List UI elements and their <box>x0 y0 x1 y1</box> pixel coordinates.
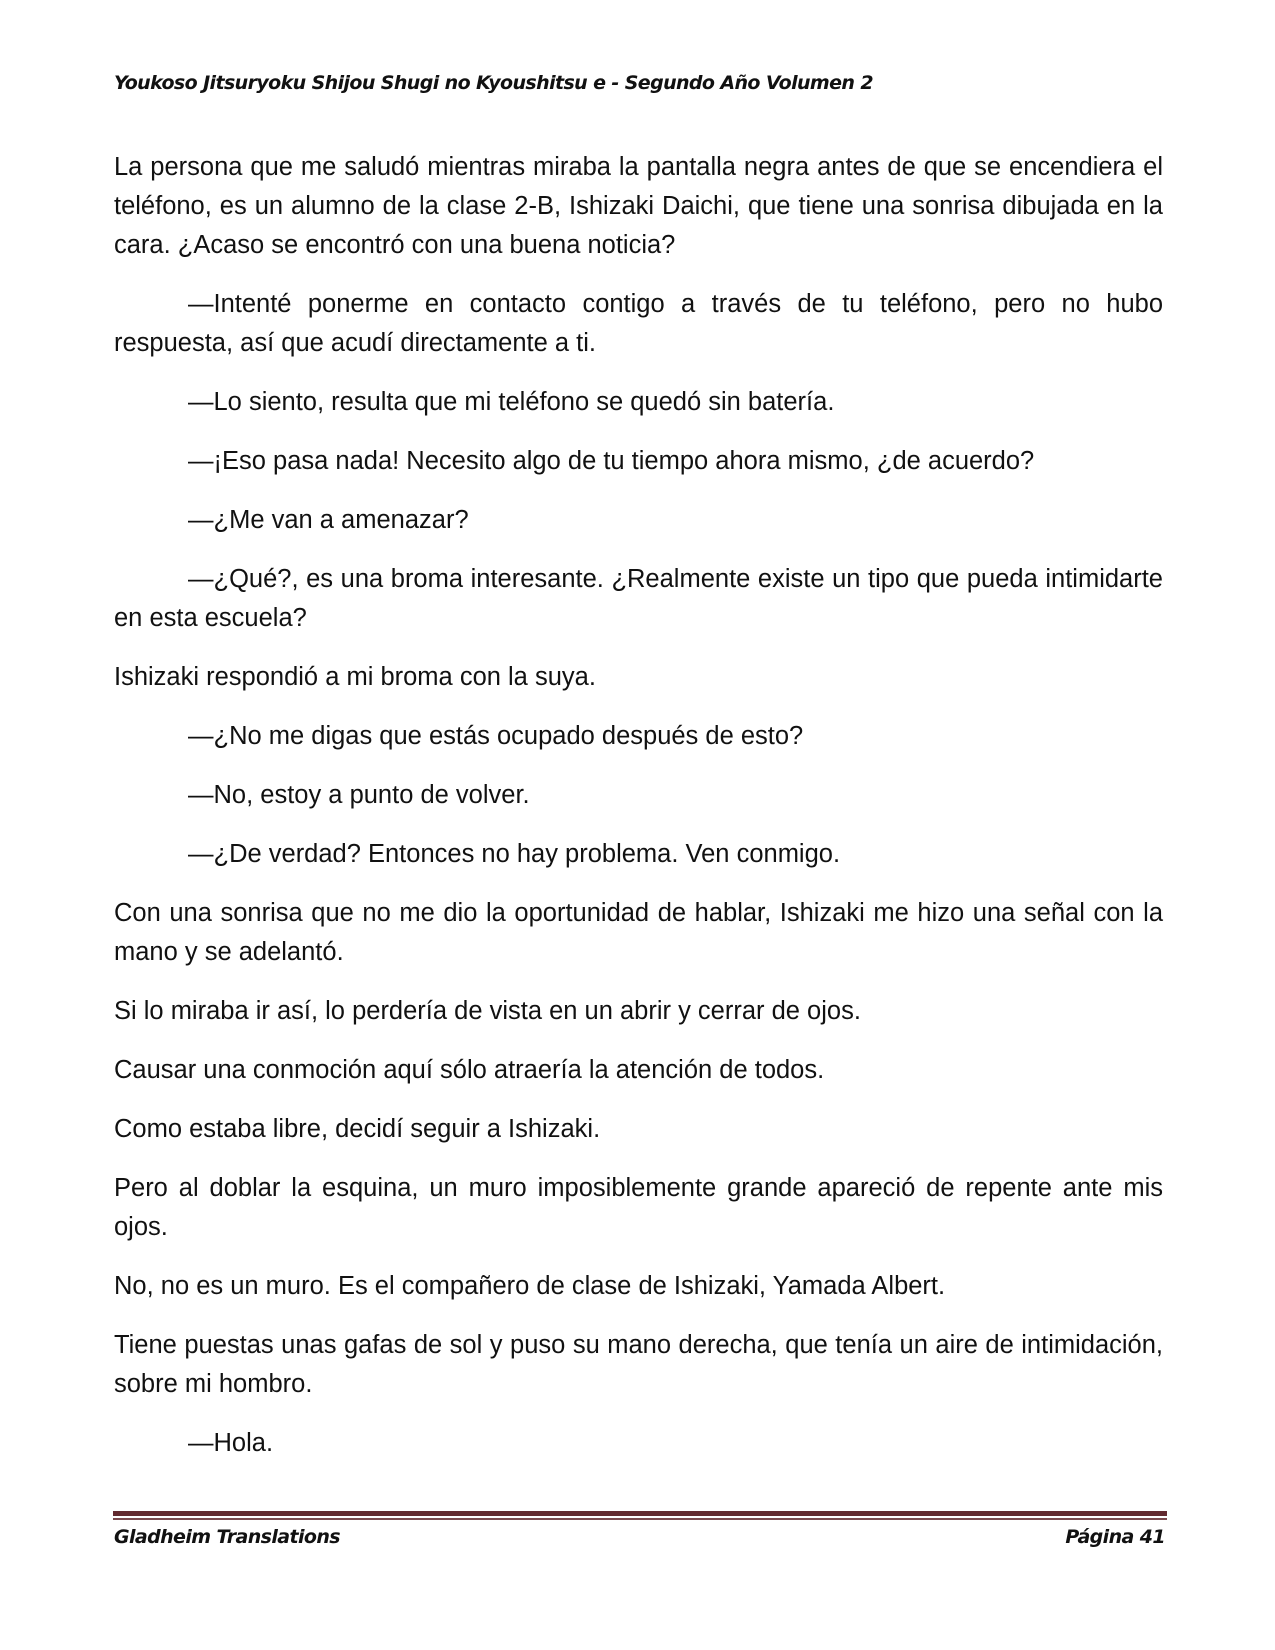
narration-paragraph: La persona que me saludó mientras miraba la pantalla negra antes de que se encendiera el teléfono, es un alumno de la clase 2-B, Ishizaki Daichi, que tiene una sonrisa dibujada en la cara. ¿Acaso se encontró con una buena noticia? <box>114 153 1163 259</box>
dialogue-paragraph: —¿De verdad? Entonces no hay problema. Ven conmigo. <box>188 840 841 868</box>
footer-rule-thin <box>113 1518 1167 1520</box>
dialogue-paragraph: —¿No me digas que estás ocupado después de esto? <box>188 722 804 750</box>
dialogue-paragraph: —Hola. <box>188 1429 274 1457</box>
dialogue-paragraph: —Lo siento, resulta que mi teléfono se quedó sin batería. <box>188 388 835 416</box>
narration-paragraph: Pero al doblar la esquina, un muro imposiblemente grande apareció de repente ante mis ojos. <box>114 1174 1163 1241</box>
narration-paragraph: Si lo miraba ir así, lo perdería de vista en un abrir y cerrar de ojos. <box>114 997 861 1025</box>
dialogue-paragraph: —¿Me van a amenazar? <box>188 506 469 534</box>
narration-paragraph: No, no es un muro. Es el compañero de clase de Ishizaki, Yamada Albert. <box>114 1272 946 1300</box>
narration-paragraph: Causar una conmoción aquí sólo atraería la atención de todos. <box>114 1056 825 1084</box>
narration-paragraph: Con una sonrisa que no me dio la oportunidad de hablar, Ishizaki me hizo una señal con la mano y se adelantó. <box>114 899 1163 966</box>
narration-paragraph: Ishizaki respondió a mi broma con la suya. <box>114 663 596 691</box>
footer-rule <box>113 1511 1167 1516</box>
dialogue-paragraph: —¡Eso pasa nada! Necesito algo de tu tiempo ahora mismo, ¿de acuerdo? <box>188 447 1035 475</box>
narration-paragraph: Tiene puestas unas gafas de sol y puso su mano derecha, que tenía un aire de intimidación, sobre mi hombro. <box>114 1331 1163 1398</box>
running-header: Youkoso Jitsuryoku Shijou Shugi no Kyoushitsu e - Segundo Año Volumen 2 <box>114 72 873 94</box>
dialogue-paragraph: —¿Qué?, es una broma interesante. ¿Realmente existe un tipo que pueda intimidarte en esta escuela? <box>114 565 1163 632</box>
dialogue-paragraph: —No, estoy a punto de volver. <box>188 781 530 809</box>
page-number: Página 41 <box>1065 1526 1165 1548</box>
footer-publisher: Gladheim Translations <box>114 1526 340 1548</box>
narration-paragraph: Como estaba libre, decidí seguir a Ishizaki. <box>114 1115 601 1143</box>
dialogue-paragraph: —Intenté ponerme en contacto contigo a través de tu teléfono, pero no hubo respuesta, así que acudí directamente a ti. <box>114 290 1163 357</box>
page-body <box>114 148 1163 1483</box>
